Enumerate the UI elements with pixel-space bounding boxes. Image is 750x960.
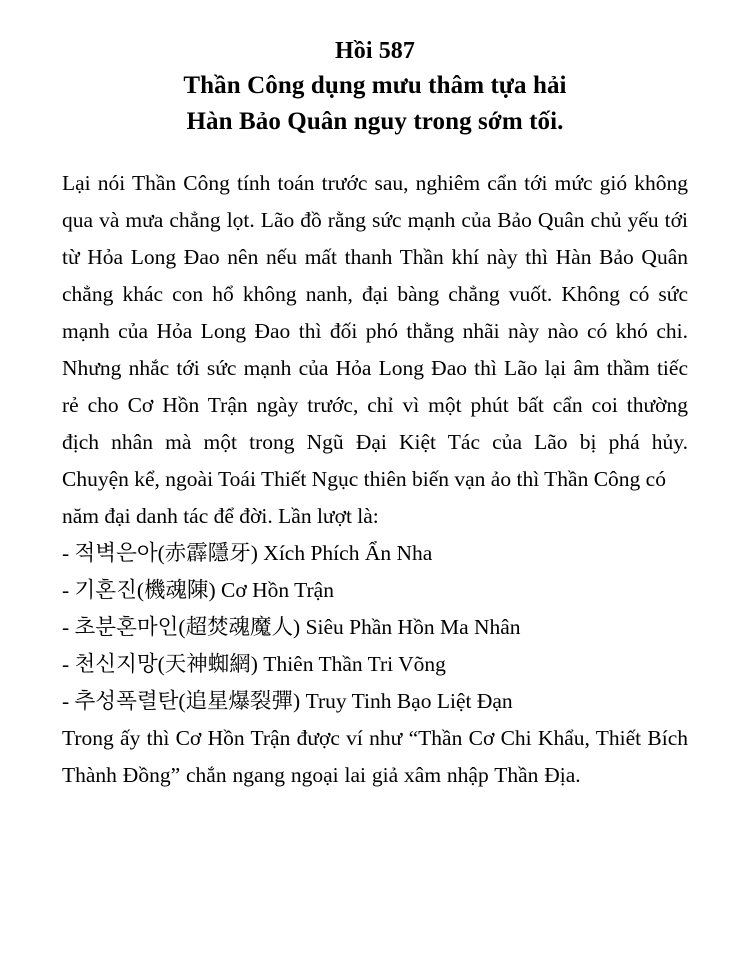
- works-list: [62, 535, 688, 720]
- page-title: [62, 34, 688, 139]
- paragraph-2: Chuyện kể, ngoài Toái Thiết Ngục thiên biến vạn ảo thì Thần Công có năm đại danh tác để đời. Lần lượt là:: [62, 466, 666, 528]
- list-item: - 기혼진(機魂陳) Cơ Hồn Trận: [62, 577, 334, 602]
- closing-paragraph: Trong ấy thì Cơ Hồn Trận được ví như “Thần Cơ Chi Khẩu, Thiết Bích Thành Đồng” chắn ngang ngoại lai giả xâm nhập Thần Địa.: [62, 725, 688, 787]
- title-line-2: Hàn Bảo Quân nguy trong sớm tối.: [186, 107, 564, 135]
- list-item: - 추성폭렬탄(追星爆裂彈) Truy Tinh Bạo Liệt Đạn: [62, 688, 513, 713]
- chapter-number: Hồi 587: [334, 38, 416, 64]
- title-line-1: Thần Công dụng mưu thâm tựa hải: [183, 72, 567, 100]
- body-text: [62, 165, 688, 793]
- list-item: - 천신지망(天神蜘網) Thiên Thần Tri Võng: [62, 651, 446, 676]
- paragraph-1: Lại nói Thần Công tính toán trước sau, nghiêm cẩn tới mức gió không qua và mưa chẳng lọt. Lão đồ rằng sức mạnh của Bảo Quân chủ yếu tới từ Hỏa Long Đao nên nếu mất thanh Thần khí này thì Hàn Bảo Quân chẳng khác con hổ không nanh, đại bàng chẳng vuốt. Không có sức mạnh của Hỏa Long Đao thì đối phó thằng nhãi này nào có khó chi. Nhưng nhắc tới sức mạnh của Hỏa Long Đao thì Lão lại âm thầm tiếc rẻ cho Cơ Hồn Trận ngày trước, chỉ vì một phút bất cẩn coi thường địch nhân mà một trong Ngũ Đại Kiệt Tác của Lão bị phá hủy.: [62, 171, 688, 454]
- list-item: - 적벽은아(赤霹隱牙) Xích Phích Ẩn Nha: [62, 540, 433, 565]
- list-item: - 초분혼마인(超焚魂魔人) Siêu Phần Hồn Ma Nhân: [62, 614, 521, 639]
